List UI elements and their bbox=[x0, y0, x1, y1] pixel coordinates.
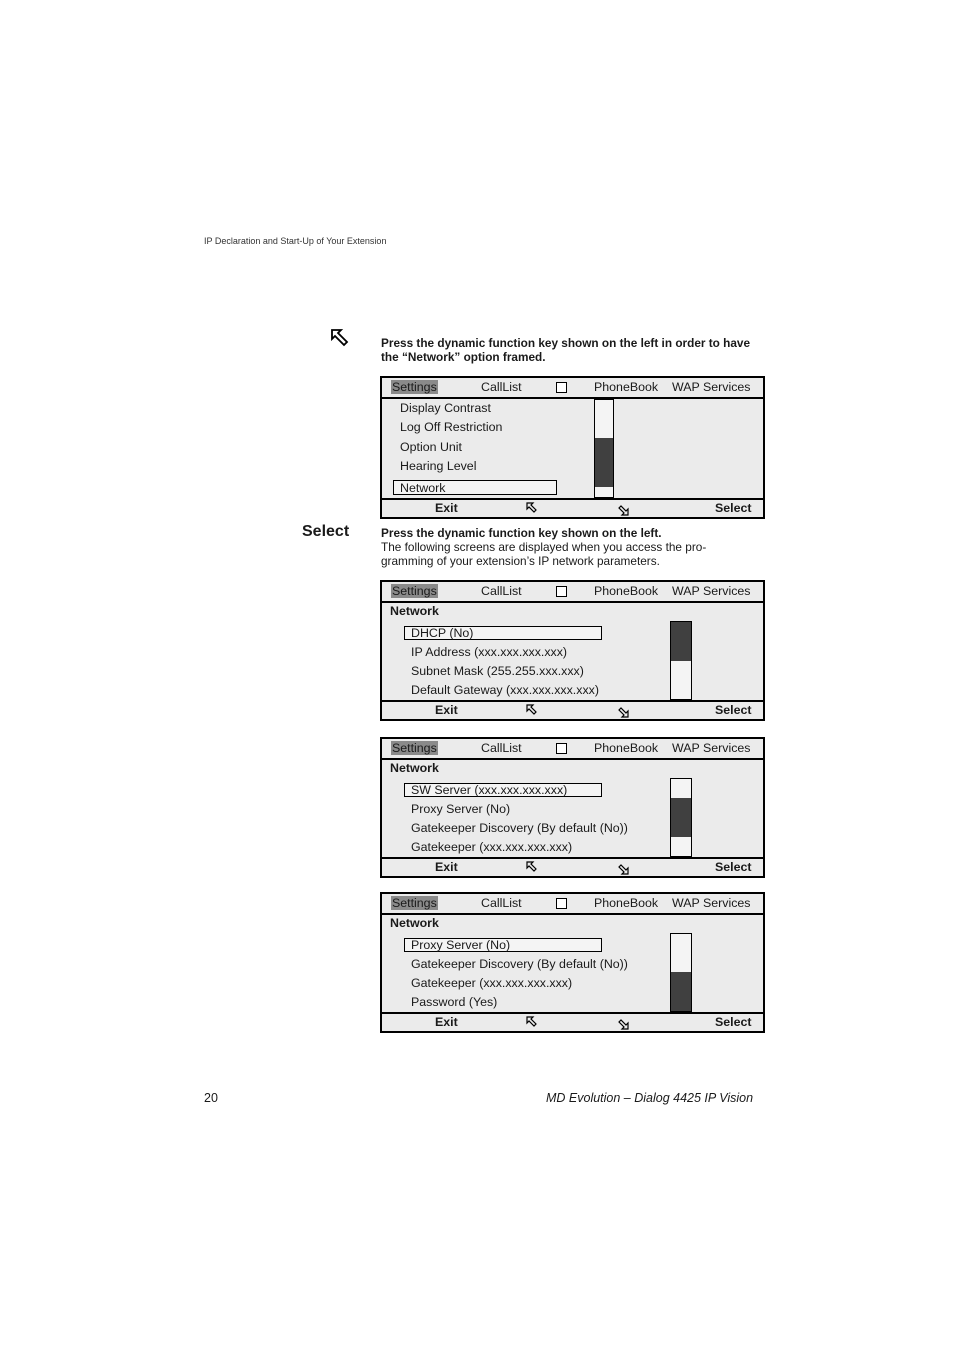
tab-calllist[interactable]: CallList bbox=[481, 741, 522, 755]
tab-settings[interactable]: Settings bbox=[392, 380, 437, 394]
list-item[interactable]: IP Address (xxx.xxx.xxx.xxx) bbox=[411, 645, 568, 659]
softkey-bar bbox=[382, 857, 763, 876]
screen-title: Network bbox=[390, 761, 439, 775]
status-box-icon bbox=[556, 743, 567, 754]
status-box-icon bbox=[556, 898, 567, 909]
list-item[interactable]: Display Contrast bbox=[400, 401, 491, 415]
softkey-bar bbox=[382, 498, 763, 517]
arrow-up-left-icon[interactable] bbox=[526, 704, 538, 716]
step1-instruction: Press the dynamic function key shown on the left in order to have the “Network” option framed. bbox=[381, 336, 751, 364]
scrollbar[interactable] bbox=[670, 621, 692, 700]
arrow-up-left-icon[interactable] bbox=[526, 1016, 538, 1028]
arrow-down-right-icon[interactable] bbox=[617, 504, 629, 516]
phone-screen-network-2 bbox=[380, 737, 765, 878]
status-box-icon bbox=[556, 382, 567, 393]
framed-list-item[interactable]: Network bbox=[400, 481, 446, 495]
scrollbar-thumb[interactable] bbox=[595, 438, 613, 487]
exit-softkey[interactable]: Exit bbox=[435, 860, 458, 874]
tab-settings[interactable]: Settings bbox=[392, 584, 437, 598]
document-title: MD Evolution – Dialog 4425 IP Vision bbox=[546, 1091, 754, 1105]
menu-list bbox=[382, 603, 763, 700]
arrow-up-left-icon[interactable] bbox=[526, 502, 538, 514]
phone-screen-settings-list bbox=[380, 376, 765, 519]
select-softkey[interactable]: Select bbox=[715, 703, 752, 717]
phone-screen-network-3 bbox=[380, 892, 765, 1033]
list-item[interactable]: Proxy Server (No) bbox=[411, 802, 511, 816]
tab-wap-services[interactable]: WAP Services bbox=[672, 584, 751, 598]
tab-phonebook[interactable]: PhoneBook bbox=[594, 584, 659, 598]
softkey-bar bbox=[382, 700, 763, 719]
step2-instruction: Press the dynamic function key shown on the left. The following screens are displayed when you access the pro- gramming of your extension’s IP network parameters. bbox=[381, 526, 707, 568]
select-softkey[interactable]: Select bbox=[715, 860, 752, 874]
tab-bar bbox=[382, 378, 763, 399]
arrow-down-right-icon[interactable] bbox=[617, 863, 629, 875]
tab-wap-services[interactable]: WAP Services bbox=[672, 896, 751, 910]
tab-phonebook[interactable]: PhoneBook bbox=[594, 741, 659, 755]
screen-title: Network bbox=[390, 604, 439, 618]
exit-softkey[interactable]: Exit bbox=[435, 703, 458, 717]
scrollbar[interactable] bbox=[670, 933, 692, 1012]
tab-phonebook[interactable]: PhoneBook bbox=[594, 380, 659, 394]
status-box-icon bbox=[556, 586, 567, 597]
soft-key-arrow-icon bbox=[330, 328, 350, 348]
list-item[interactable]: Default Gateway (xxx.xxx.xxx.xxx) bbox=[411, 683, 599, 697]
screen-title: Network bbox=[390, 916, 439, 930]
scrollbar-thumb[interactable] bbox=[671, 798, 691, 837]
framed-list-item[interactable]: SW Server (xxx.xxx.xxx.xxx) bbox=[411, 783, 568, 797]
exit-softkey[interactable]: Exit bbox=[435, 1015, 458, 1029]
list-item[interactable]: Gatekeeper (xxx.xxx.xxx.xxx) bbox=[411, 840, 573, 854]
tab-wap-services[interactable]: WAP Services bbox=[672, 741, 751, 755]
select-softkey[interactable]: Select bbox=[715, 501, 752, 515]
menu-list bbox=[382, 915, 763, 1012]
arrow-up-left-icon[interactable] bbox=[526, 861, 538, 873]
scrollbar[interactable] bbox=[594, 399, 614, 498]
list-item[interactable]: Password (Yes) bbox=[411, 995, 498, 1009]
tab-calllist[interactable]: CallList bbox=[481, 896, 522, 910]
phone-screen-network-1 bbox=[380, 580, 765, 721]
list-item[interactable]: Gatekeeper Discovery (By default (No)) bbox=[411, 821, 628, 835]
list-item[interactable]: Option Unit bbox=[400, 440, 462, 454]
tab-settings[interactable]: Settings bbox=[392, 896, 437, 910]
page-number: 20 bbox=[204, 1091, 218, 1105]
select-key-label: Select bbox=[302, 523, 350, 540]
menu-list bbox=[382, 760, 763, 857]
arrow-down-right-icon[interactable] bbox=[617, 706, 629, 718]
list-item[interactable]: Gatekeeper (xxx.xxx.xxx.xxx) bbox=[411, 976, 573, 990]
framed-list-item[interactable]: Proxy Server (No) bbox=[411, 938, 511, 952]
exit-softkey[interactable]: Exit bbox=[435, 501, 458, 515]
list-item[interactable]: Hearing Level bbox=[400, 459, 477, 473]
tab-calllist[interactable]: CallList bbox=[481, 584, 522, 598]
select-softkey[interactable]: Select bbox=[715, 1015, 752, 1029]
list-item[interactable]: Log Off Restriction bbox=[400, 420, 503, 434]
arrow-down-right-icon[interactable] bbox=[617, 1018, 629, 1030]
scrollbar[interactable] bbox=[670, 778, 692, 857]
running-header: IP Declaration and Start-Up of Your Extension bbox=[204, 236, 387, 246]
tab-bar bbox=[382, 582, 763, 603]
list-item[interactable]: Subnet Mask (255.255.xxx.xxx) bbox=[411, 664, 584, 678]
list-item[interactable]: Gatekeeper Discovery (By default (No)) bbox=[411, 957, 628, 971]
tab-settings[interactable]: Settings bbox=[392, 741, 437, 755]
tab-bar bbox=[382, 739, 763, 760]
scrollbar-thumb[interactable] bbox=[671, 622, 691, 661]
scrollbar-thumb[interactable] bbox=[671, 972, 691, 1011]
menu-list bbox=[382, 399, 763, 498]
tab-calllist[interactable]: CallList bbox=[481, 380, 522, 394]
tab-bar bbox=[382, 894, 763, 915]
tab-phonebook[interactable]: PhoneBook bbox=[594, 896, 659, 910]
softkey-bar bbox=[382, 1012, 763, 1031]
tab-wap-services[interactable]: WAP Services bbox=[672, 380, 751, 394]
framed-list-item[interactable]: DHCP (No) bbox=[411, 626, 474, 640]
